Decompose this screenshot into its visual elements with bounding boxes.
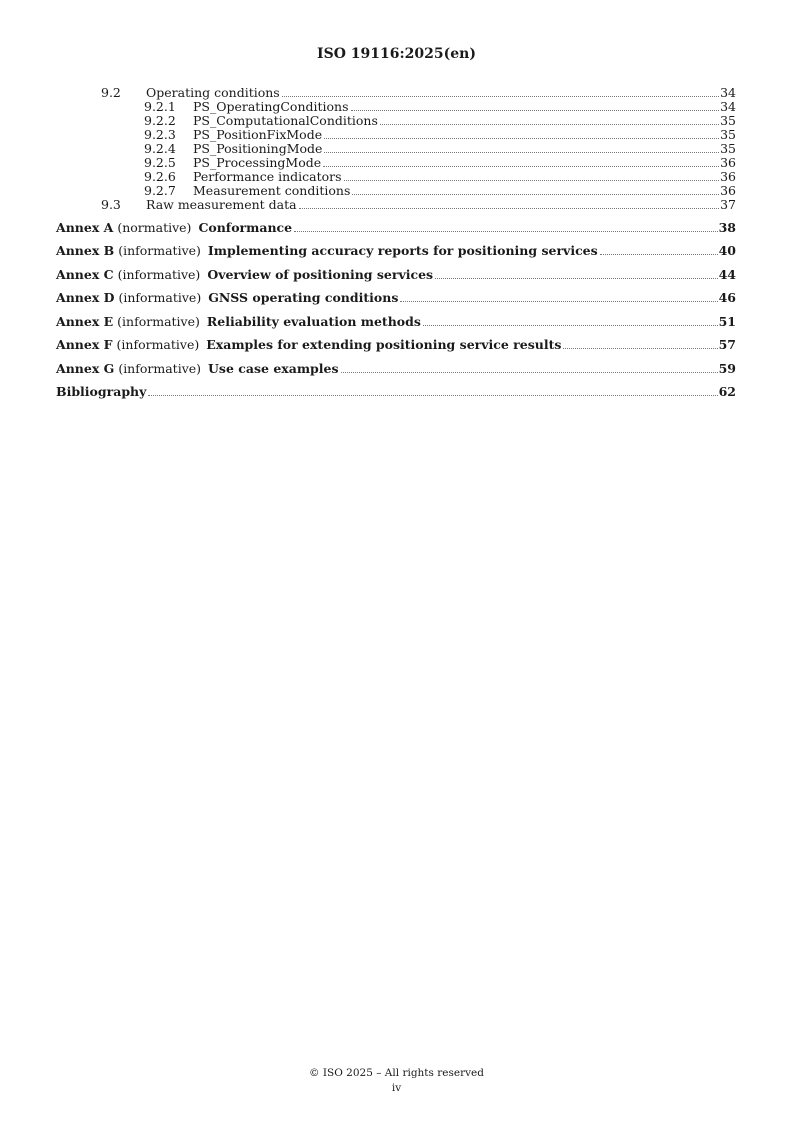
annex-label: Annex C — [56, 266, 114, 282]
toc-entry-number: 9.2.7 — [144, 183, 176, 198]
annex-type: (informative) — [116, 337, 200, 352]
toc-entry-number: 9.2.2 — [144, 113, 176, 128]
toc-entry-page: 35 — [720, 113, 736, 128]
page-header: ISO 19116:2025(en) — [317, 46, 476, 62]
copyright-notice: © ISO 2025 – All rights reserved — [309, 1067, 484, 1079]
annex-label: Annex A — [56, 219, 114, 235]
dot-leader — [299, 207, 720, 209]
annex-page: 46 — [718, 290, 736, 305]
bibliography-title: Bibliography — [56, 384, 147, 399]
toc-entry-page: 34 — [720, 85, 736, 100]
toc-entry[interactable] — [56, 142, 736, 156]
dot-leader — [435, 277, 718, 279]
toc-entry[interactable] — [56, 198, 736, 212]
toc-entry-page: 36 — [720, 183, 736, 198]
annex-label: Annex D — [56, 290, 115, 305]
dot-leader — [294, 230, 718, 232]
toc-entry[interactable] — [56, 114, 736, 128]
toc-entry-number: 9.2.1 — [144, 99, 176, 114]
toc-bibliography-entry[interactable] — [56, 384, 736, 400]
dot-leader — [324, 151, 719, 153]
toc-entry[interactable] — [56, 156, 736, 170]
annex-page: 38 — [718, 219, 736, 235]
toc-entry[interactable] — [56, 170, 736, 184]
toc-entry-title: Operating conditions — [146, 85, 280, 100]
annex-title: Conformance — [198, 219, 293, 235]
toc-entry-number: 9.2 — [101, 85, 121, 100]
annex-type: (informative) — [117, 266, 201, 282]
toc-entry-title: PS_ComputationalConditions — [193, 113, 378, 128]
toc-entry[interactable] — [56, 184, 736, 198]
toc-entry-number: 9.2.3 — [144, 127, 176, 142]
annex-page: 59 — [718, 360, 736, 376]
toc-entry-title: Raw measurement data — [146, 197, 297, 212]
toc-entry-number: 9.2.5 — [144, 155, 176, 170]
toc-entry-number: 9.2.6 — [144, 169, 176, 184]
toc-entry-title: PS_OperatingConditions — [193, 99, 349, 114]
dot-leader — [351, 109, 720, 111]
annex-type: (informative) — [117, 313, 200, 329]
toc-entry-number: 9.2.4 — [144, 141, 176, 156]
dot-leader — [282, 95, 719, 97]
toc-entry-title: PS_ProcessingMode — [193, 155, 322, 170]
toc-entry-page: 35 — [720, 141, 736, 156]
toc-annex-entry[interactable] — [56, 243, 736, 259]
annex-title: Reliability evaluation methods — [206, 313, 421, 329]
dot-leader — [324, 137, 719, 139]
toc-entry-title: Measurement conditions — [193, 183, 351, 198]
dot-leader — [344, 179, 720, 181]
annex-label: Annex B — [56, 243, 115, 258]
annex-page: 57 — [718, 337, 736, 352]
dot-leader — [400, 300, 717, 302]
toc-entry[interactable] — [56, 100, 736, 114]
toc-entry-title: PS_PositioningMode — [193, 141, 323, 156]
annex-page: 40 — [718, 243, 736, 258]
toc-entry-page: 36 — [720, 155, 736, 170]
toc-annex-entry[interactable] — [56, 290, 736, 306]
toc-annex-entry[interactable] — [56, 361, 736, 377]
annex-label: Annex F — [56, 337, 113, 352]
toc-entry-number: 9.3 — [101, 197, 121, 212]
annex-page: 51 — [718, 313, 736, 329]
toc-annex-entry[interactable] — [56, 267, 736, 283]
dot-leader — [563, 347, 717, 349]
table-of-contents — [56, 86, 736, 400]
toc-entry[interactable] — [56, 128, 736, 142]
annex-label: Annex G — [56, 360, 115, 376]
toc-entry[interactable] — [56, 86, 736, 100]
annex-type: (informative) — [118, 243, 201, 258]
bibliography-page: 62 — [718, 384, 736, 399]
toc-entry-title: Performance indicators — [193, 169, 342, 184]
annex-type: (normative) — [117, 219, 192, 235]
dot-leader — [148, 394, 717, 396]
toc-annex-entry[interactable] — [56, 337, 736, 353]
toc-entry-page: 37 — [720, 197, 736, 212]
annex-type: (informative) — [118, 360, 202, 376]
toc-annex-entry[interactable] — [56, 220, 736, 236]
dot-leader — [600, 253, 718, 255]
page-footer — [0, 1066, 793, 1096]
annex-title: Use case examples — [208, 360, 339, 376]
toc-entry-title: PS_PositionFixMode — [193, 127, 323, 142]
dot-leader — [423, 324, 718, 326]
page-number: iv — [391, 1082, 402, 1094]
dot-leader — [352, 193, 719, 195]
dot-leader — [380, 123, 719, 125]
annex-title: Overview of positioning services — [207, 266, 434, 282]
annex-title: GNSS operating conditions — [208, 290, 399, 305]
annex-type: (informative) — [118, 290, 202, 305]
annex-title: Implementing accuracy reports for positioning services — [207, 243, 598, 258]
dot-leader — [323, 165, 719, 167]
annex-label: Annex E — [56, 313, 114, 329]
toc-entry-page: 35 — [720, 127, 736, 142]
dot-leader — [341, 371, 718, 373]
annex-page: 44 — [718, 266, 736, 282]
toc-entry-page: 36 — [720, 169, 736, 184]
toc-entry-page: 34 — [720, 99, 736, 114]
toc-annex-entry[interactable] — [56, 314, 736, 330]
annex-title: Examples for extending positioning service results — [206, 337, 562, 352]
